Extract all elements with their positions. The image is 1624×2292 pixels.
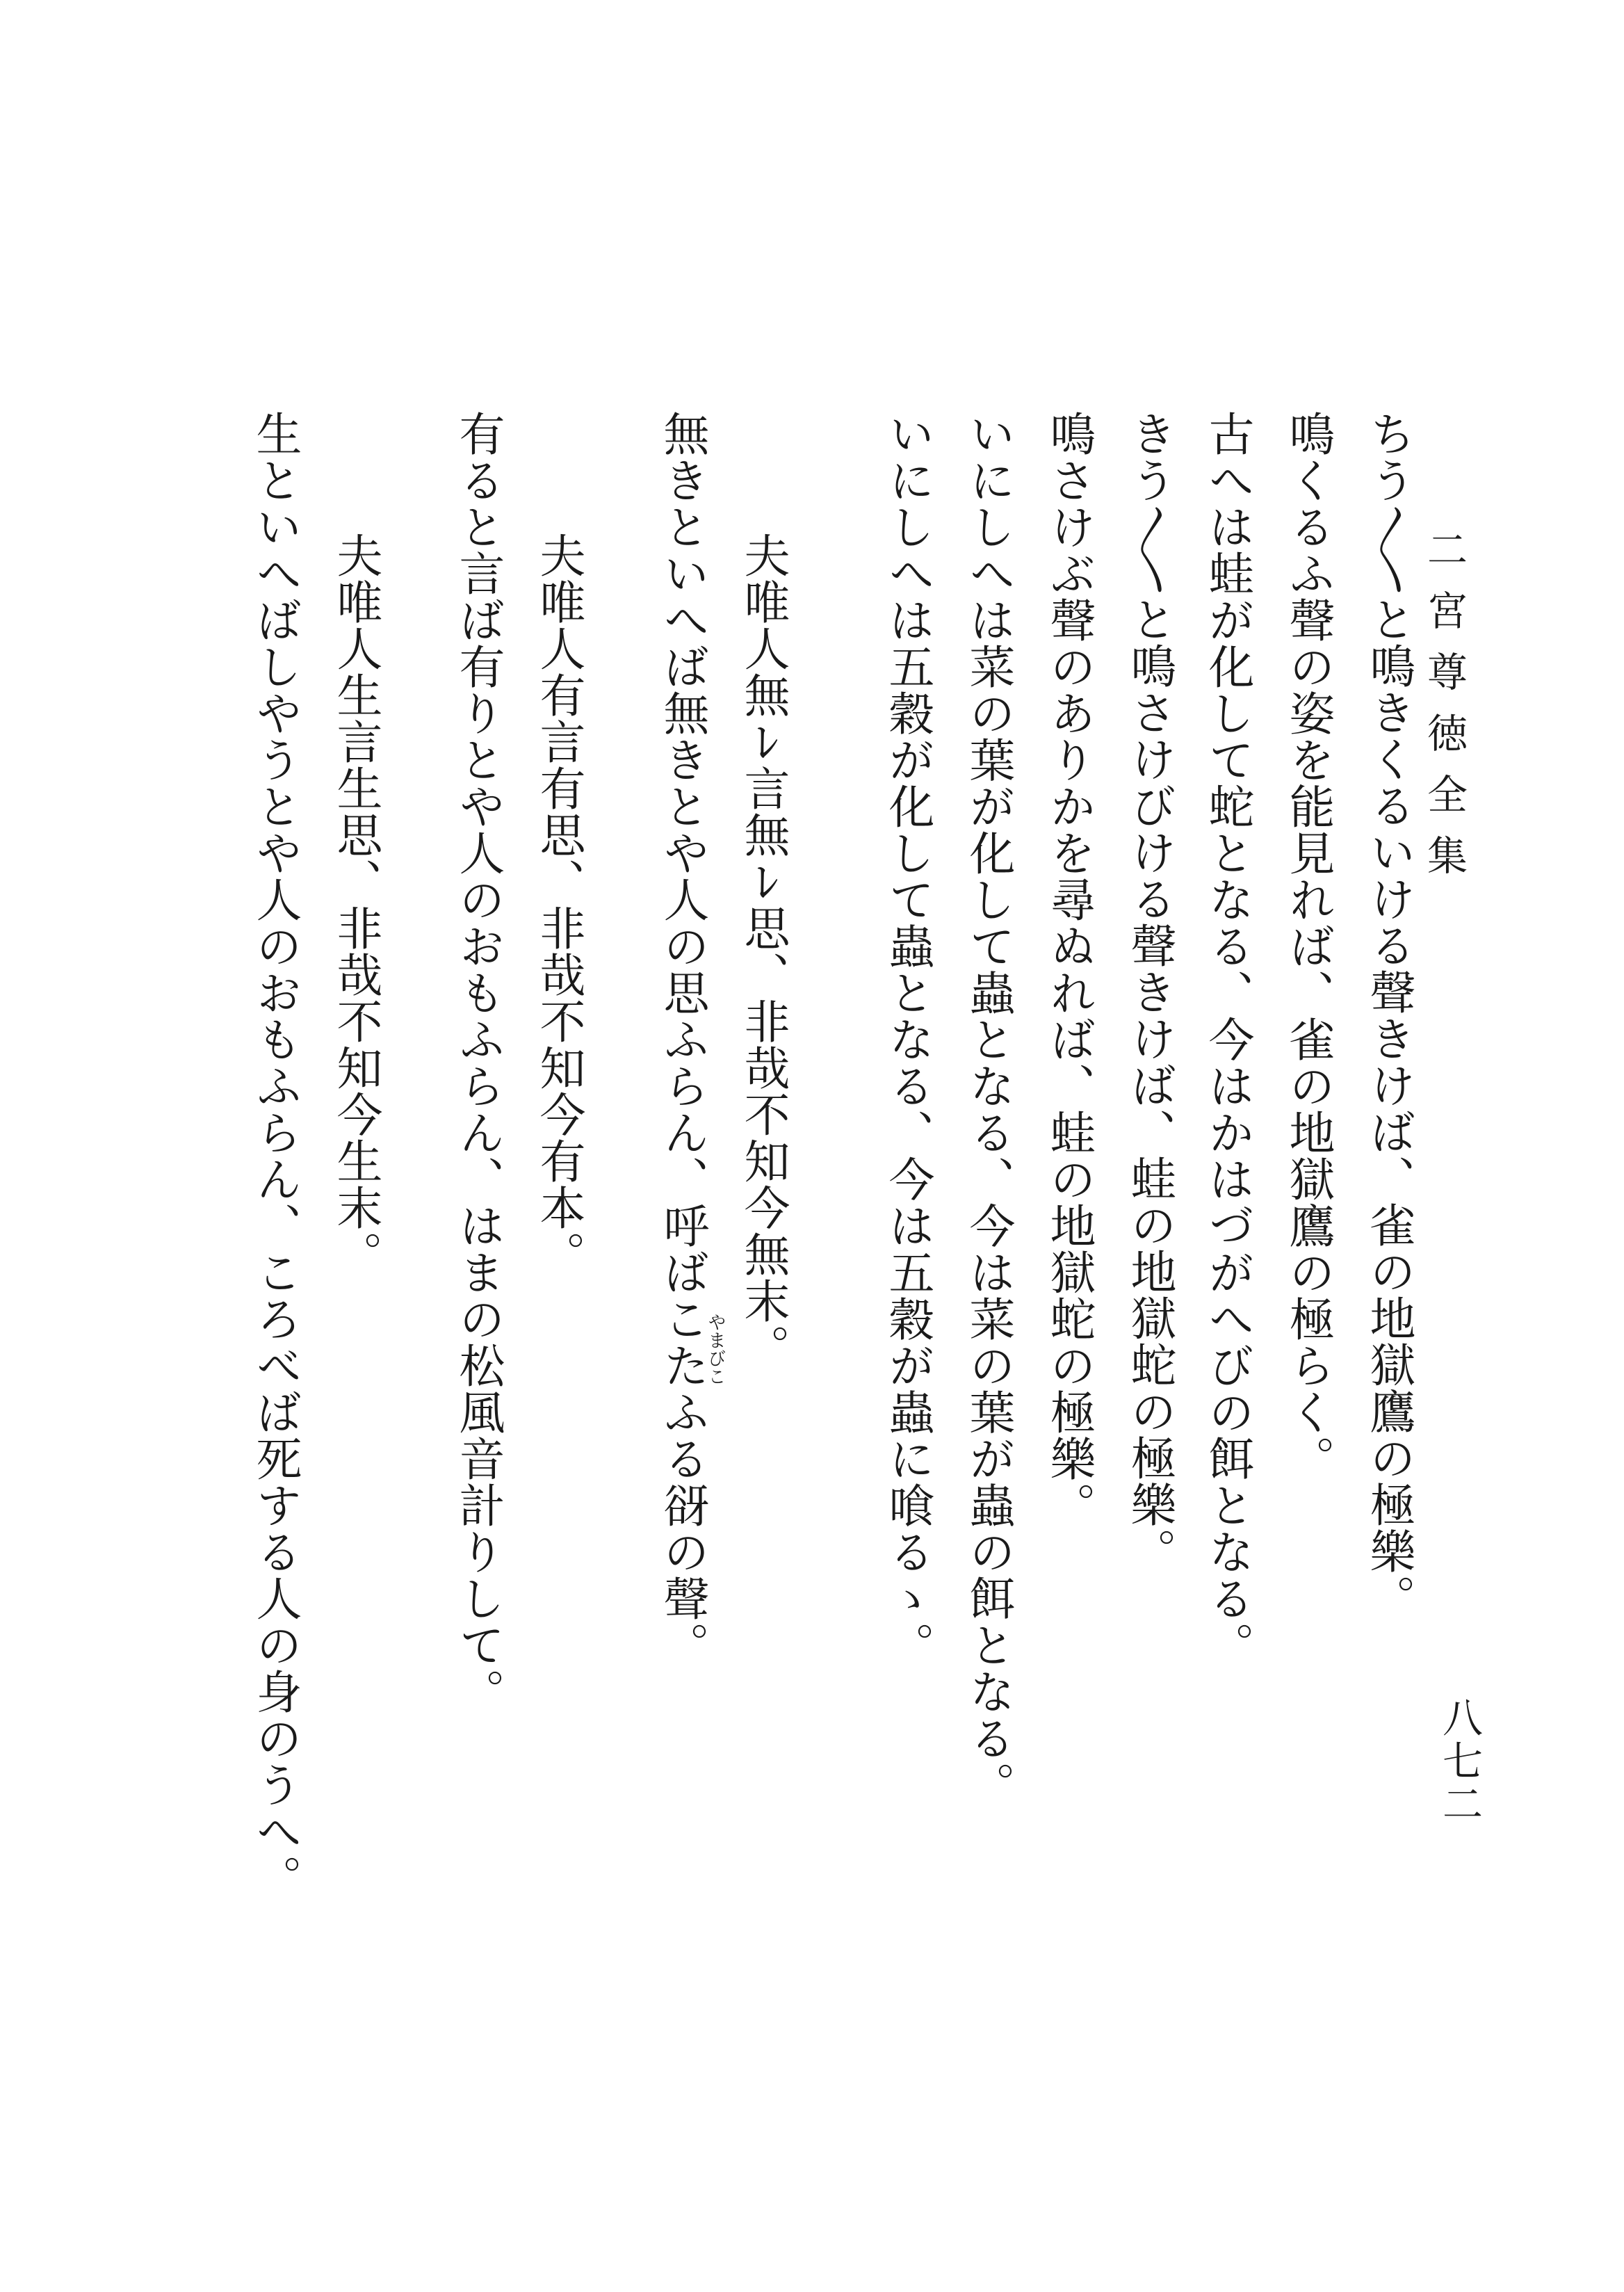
text-line: 鳴くるふ聲の姿を能見れば、雀の地獄鷹の極らく。 (1281, 410, 1335, 1482)
running-title: 二宮尊徳全集 (1420, 528, 1468, 896)
kanbun-line: 夫唯人有言有思、非哉不知今有本。 (532, 532, 585, 1277)
text-line: ちう〳〵と鳴きくるいける聲きけば、雀の地獄鷹の極樂。 (1362, 410, 1415, 1621)
text-line: いにしへは五穀が化して蟲となる、今は五穀が蟲に喰るゝ。 (881, 410, 934, 1668)
text-line: 鳴さけぶ聲のありかを尋ぬれば、蛙の地獄蛇の極樂。 (1042, 410, 1096, 1528)
text-line: 有ると言ば有りとや人のおもふらん、はまの松風音計りして。 (451, 410, 505, 1715)
text-line: いにしへは菜の葉が化して蟲となる、今は菜の葉が蟲の餌となる。 (961, 410, 1015, 1808)
kanbun-line: 夫唯人生言生思、非哉不知今生末。 (329, 532, 382, 1277)
kanbun-line: 夫唯人無ﾚ言無ﾚ思、非哉不知今無末。 (736, 532, 790, 1371)
text-line: きう〳〵と鳴さけびける聲きけば、蛙の地獄蛇の極樂。 (1123, 410, 1176, 1574)
text-line: 古へは蛙が化して蛇となる、今はかはづがへびの餌となる。 (1201, 410, 1254, 1668)
page-number: 八七二 (1436, 1697, 1483, 1826)
text-line: 無きといへば無きとや人の思ふらん、呼ばこたふる谺の聲。 (656, 410, 709, 1668)
ruby-annotation: やまびこ (705, 1313, 726, 1385)
text-line: 生といへばしやうとや人のおもふらん、ころべば死する人の身のうへ。 (248, 410, 302, 1901)
